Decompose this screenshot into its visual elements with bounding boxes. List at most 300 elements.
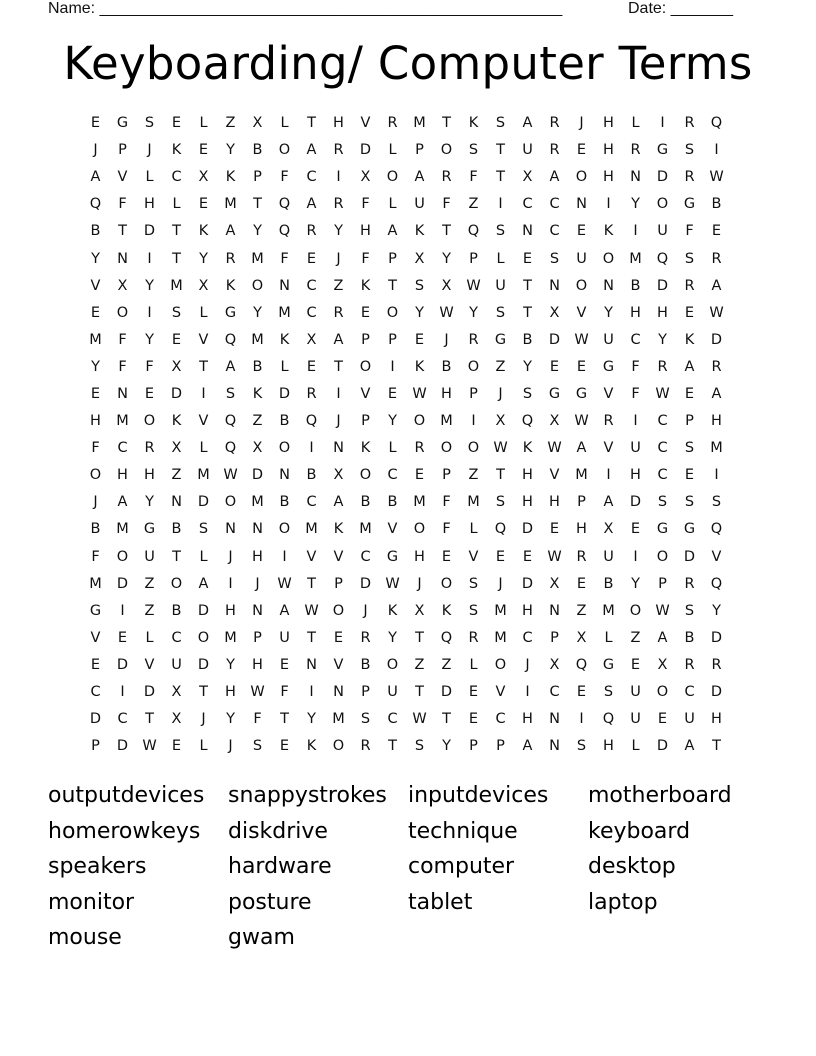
grid-letter: A [684,738,695,755]
grid-letter: A [711,277,722,294]
grid-letter: E [576,223,587,240]
grid-letter: S [684,602,695,619]
grid-letter: E [576,358,587,375]
grid-letter: R [468,331,479,348]
grid-letter: E [171,738,182,755]
grid-letter: X [333,467,344,484]
grid-letter: U [387,684,398,701]
grid-letter: C [306,494,317,511]
grid-letter: T [712,738,721,755]
grid-letter: D [710,331,723,348]
grid-letter: M [332,711,345,728]
grid-letter: C [657,440,668,457]
grid-row [82,489,742,516]
grid-letter: A [657,629,668,646]
grid-letter: F [685,223,694,240]
word-list-item: outputdevices [48,783,205,808]
grid-letter: E [522,250,533,267]
word-list-item: computer [408,854,515,880]
grid-letter: R [468,629,479,646]
grid-letter: Q [710,521,723,538]
grid-letter: I [633,223,638,240]
grid-letter: O [278,440,291,457]
grid-letter: V [117,169,128,186]
grid-letter: B [90,223,101,240]
grid-letter: Q [710,115,723,132]
grid-letter: D [521,575,534,592]
grid-letter: H [441,385,452,402]
grid-letter: P [469,250,478,267]
grid-letter: A [279,602,290,619]
grid-letter: F [442,196,451,213]
grid-letter: R [144,440,155,457]
grid-letter: A [306,142,317,159]
grid-letter: C [306,169,317,186]
grid-letter: W [655,385,670,402]
grid-letter: G [602,358,615,375]
grid-letter: M [251,331,264,348]
grid-letter: I [498,196,503,213]
grid-letter: L [388,142,397,159]
grid-letter: V [468,548,479,565]
grid-letter: C [657,413,668,430]
grid-letter: Y [712,602,721,619]
grid-letter: Q [467,223,480,240]
grid-letter: I [633,413,638,430]
grid-letter: S [522,385,533,402]
grid-letter: E [90,385,101,402]
grid-letter: P [361,684,370,701]
grid-letter: K [684,331,695,348]
grid-letter: T [442,223,451,240]
grid-letter: O [251,277,264,294]
grid-letter: Q [224,413,237,430]
grid-letter: D [116,738,129,755]
grid-row [82,245,742,272]
grid-letter: L [199,738,208,755]
grid-letter: N [117,250,128,267]
word-list [48,778,788,956]
word-list-item: monitor [48,889,135,915]
grid-letter: T [388,738,397,755]
grid-letter: K [414,358,425,375]
grid-letter: J [336,250,341,267]
grid-letter: X [549,656,560,673]
grid-letter: R [711,358,722,375]
grid-letter: K [360,277,371,294]
grid-letter: Q [224,331,237,348]
grid-letter: R [630,142,641,159]
grid-letter: T [442,711,451,728]
grid-letter: X [414,602,425,619]
grid-letter: X [117,277,128,294]
grid-letter: R [225,250,236,267]
grid-letter: X [549,413,560,430]
grid-letter: V [198,331,209,348]
grid-letter: E [630,656,641,673]
grid-letter: U [630,684,641,701]
grid-letter: E [495,548,506,565]
grid-letter: I [579,711,584,728]
grid-letter: H [225,684,236,701]
grid-letter: C [306,304,317,321]
grid-letter: W [709,304,724,321]
grid-letter: A [333,494,344,511]
grid-letter: O [386,656,399,673]
grid-letter: E [90,656,101,673]
grid-letter: K [306,738,317,755]
grid-letter: F [631,358,640,375]
grid-letter: Q [710,575,723,592]
grid-letter: S [684,494,695,511]
grid-letter: M [359,521,372,538]
grid-letter: Y [199,250,208,267]
grid-letter: U [657,223,668,240]
grid-letter: N [522,223,533,240]
grid-letter: E [306,250,317,267]
grid-letter: H [225,602,236,619]
grid-letter: X [360,169,371,186]
grid-letter: R [306,385,317,402]
grid-letter: O [197,629,210,646]
page-header [0,0,816,20]
grid-letter: U [630,711,641,728]
grid-letter: R [441,169,452,186]
grid-letter: L [172,196,181,213]
grid-letter: S [495,304,506,321]
grid-letter: E [711,223,722,240]
grid-letter: V [333,548,344,565]
grid-letter: V [306,548,317,565]
grid-letter: C [117,440,128,457]
grid-letter: J [525,656,530,673]
grid-letter: F [118,331,127,348]
grid-letter: X [522,169,533,186]
grid-letter: T [496,467,505,484]
grid-letter: M [251,494,264,511]
grid-letter: I [660,115,665,132]
grid-letter: H [414,548,425,565]
grid-letter: D [89,711,102,728]
grid-letter: Y [631,575,640,592]
grid-letter: Q [575,656,588,673]
grid-letter: U [684,711,695,728]
grid-letter: K [225,277,236,294]
grid-letter: V [144,656,155,673]
grid-letter: S [468,142,479,159]
grid-letter: T [253,196,262,213]
grid-row [82,381,742,408]
grid-row [82,408,742,435]
grid-letter: I [228,575,233,592]
grid-letter: L [280,115,289,132]
grid-letter: M [629,250,642,267]
grid-row [82,598,742,625]
grid-letter: N [252,521,263,538]
grid-letter: D [629,494,642,511]
grid-letter: T [415,629,424,646]
grid-row [82,273,742,300]
grid-letter: I [309,684,314,701]
grid-letter: O [575,277,588,294]
grid-letter: Y [469,304,478,321]
grid-letter: N [306,656,317,673]
grid-letter: X [441,277,452,294]
grid-letter: N [171,494,182,511]
grid-letter: H [252,656,263,673]
grid-letter: A [414,169,425,186]
grid-letter: Q [305,413,318,430]
grid-letter: M [170,277,183,294]
grid-letter: Y [253,304,262,321]
grid-letter: R [333,304,344,321]
grid-letter: E [360,304,371,321]
grid-letter: O [332,602,345,619]
grid-letter: H [522,494,533,511]
grid-letter: L [145,629,154,646]
grid-letter: R [360,738,371,755]
grid-letter: Y [415,304,424,321]
grid-letter: N [603,277,614,294]
grid-letter: C [387,711,398,728]
word-list-item: mouse [48,925,122,951]
grid-letter: S [144,115,155,132]
grid-letter: K [468,115,479,132]
grid-letter: X [306,331,317,348]
word-list-item: technique [408,818,518,844]
grid-letter: P [658,575,667,592]
grid-letter: M [602,602,615,619]
grid-row [82,516,742,543]
grid-letter: W [223,467,238,484]
grid-letter: E [117,629,128,646]
grid-letter: P [253,169,262,186]
grid-letter: O [359,467,372,484]
grid-letter: L [388,196,397,213]
grid-letter: D [116,575,129,592]
grid-letter: E [90,115,101,132]
grid-letter: A [522,115,533,132]
grid-letter: O [467,358,480,375]
grid-letter: T [442,115,451,132]
grid-letter: P [361,413,370,430]
grid-letter: D [548,331,561,348]
grid-letter: S [468,602,479,619]
grid-letter: K [225,169,236,186]
grid-row [82,435,742,462]
grid-letter: F [280,169,289,186]
grid-letter: F [91,548,100,565]
grid-letter: Y [631,196,640,213]
grid-letter: J [444,331,449,348]
grid-letter: W [574,331,589,348]
grid-letter: R [684,656,695,673]
grid-letter: Z [252,413,263,430]
grid-letter: F [469,169,478,186]
grid-letter: K [360,440,371,457]
grid-letter: T [496,142,505,159]
grid-letter: K [198,223,209,240]
grid-row [82,164,742,191]
grid-letter: V [333,656,344,673]
grid-letter: E [171,115,182,132]
grid-letter: O [413,521,426,538]
grid-letter: E [657,711,668,728]
grid-letter: J [363,602,368,619]
grid-letter: F [118,358,127,375]
grid-letter: S [198,521,209,538]
grid-letter: S [711,494,722,511]
grid-letter: C [522,196,533,213]
grid-letter: U [603,331,614,348]
grid-letter: K [279,331,290,348]
grid-letter: V [603,385,614,402]
grid-letter: I [525,684,530,701]
grid-letter: A [117,494,128,511]
grid-letter: N [279,277,290,294]
grid-letter: O [656,196,669,213]
grid-letter: E [279,656,290,673]
grid-letter: W [250,684,265,701]
grid-letter: Y [604,304,613,321]
grid-letter: V [387,521,398,538]
grid-letter: T [199,684,208,701]
grid-letter: J [498,575,503,592]
grid-letter: O [224,494,237,511]
grid-letter: S [414,277,425,294]
grid-letter: H [576,521,587,538]
grid-letter: F [442,494,451,511]
grid-letter: X [549,304,560,321]
grid-letter: Q [440,629,453,646]
grid-letter: G [575,385,588,402]
grid-letter: B [360,494,371,511]
grid-letter: M [467,494,480,511]
grid-letter: E [333,629,344,646]
grid-row [82,571,742,598]
grid-letter: X [171,684,182,701]
grid-letter: C [306,277,317,294]
grid-letter: R [333,196,344,213]
grid-letter: F [280,684,289,701]
grid-letter: J [255,575,260,592]
grid-letter: X [495,413,506,430]
grid-letter: Q [89,196,102,213]
grid-letter: M [116,521,129,538]
grid-letter: P [334,575,343,592]
grid-letter: Q [224,440,237,457]
grid-letter: U [630,440,641,457]
grid-letter: B [279,494,290,511]
grid-letter: H [711,413,722,430]
grid-letter: E [684,304,695,321]
grid-letter: E [171,331,182,348]
grid-letter: P [496,738,505,755]
grid-letter: C [549,684,560,701]
word-list-item: tablet [408,889,473,915]
grid-letter: Y [658,331,667,348]
grid-letter: P [577,494,586,511]
grid-letter: G [89,602,102,619]
grid-letter: K [603,223,614,240]
grid-letter: W [466,277,481,294]
grid-letter: O [386,169,399,186]
grid-letter: V [90,277,101,294]
grid-letter: N [549,738,560,755]
grid-letter: X [252,115,263,132]
grid-letter: Y [388,629,397,646]
grid-letter: O [143,413,156,430]
grid-letter: S [684,142,695,159]
grid-letter: Y [145,494,154,511]
grid-letter: D [359,575,372,592]
grid-letter: Y [226,142,235,159]
grid-letter: O [116,548,129,565]
grid-letter: C [117,711,128,728]
grid-letter: L [496,250,505,267]
grid-letter: L [280,358,289,375]
grid-letter: A [387,223,398,240]
grid-letter: T [172,250,181,267]
grid-letter: E [522,548,533,565]
grid-letter: Y [388,413,397,430]
grid-letter: B [252,142,263,159]
grid-letter: T [415,684,424,701]
grid-letter: Y [91,358,100,375]
word-list-item: gwam [228,925,295,951]
grid-letter: A [225,223,236,240]
grid-letter: W [385,575,400,592]
grid-letter: Q [494,521,507,538]
grid-letter: R [387,115,398,132]
grid-letter: H [603,738,614,755]
grid-letter: S [603,684,614,701]
grid-letter: X [198,277,209,294]
grid-letter: T [496,169,505,186]
grid-letter: S [684,250,695,267]
grid-letter: Z [468,467,479,484]
grid-letter: T [172,548,181,565]
grid-letter: M [413,115,426,132]
grid-letter: C [171,629,182,646]
grid-letter: K [333,521,344,538]
grid-letter: W [709,169,724,186]
grid-letter: E [684,467,695,484]
grid-letter: S [171,304,182,321]
grid-letter: D [440,684,453,701]
grid-letter: P [442,467,451,484]
grid-letter: Q [521,413,534,430]
grid-letter: V [360,385,371,402]
grid-letter: I [120,602,125,619]
grid-letter: H [522,602,533,619]
grid-letter: E [441,548,452,565]
grid-letter: R [549,142,560,159]
grid-letter: R [684,575,695,592]
grid-letter: R [360,629,371,646]
grid-letter: M [710,440,723,457]
grid-letter: F [253,711,262,728]
grid-letter: F [280,250,289,267]
grid-letter: T [334,358,343,375]
grid-letter: I [714,142,719,159]
grid-letter: U [279,629,290,646]
grid-row [82,300,742,327]
grid-letter: T [388,277,397,294]
grid-letter: M [116,413,129,430]
grid-letter: D [116,656,129,673]
grid-letter: U [414,196,425,213]
